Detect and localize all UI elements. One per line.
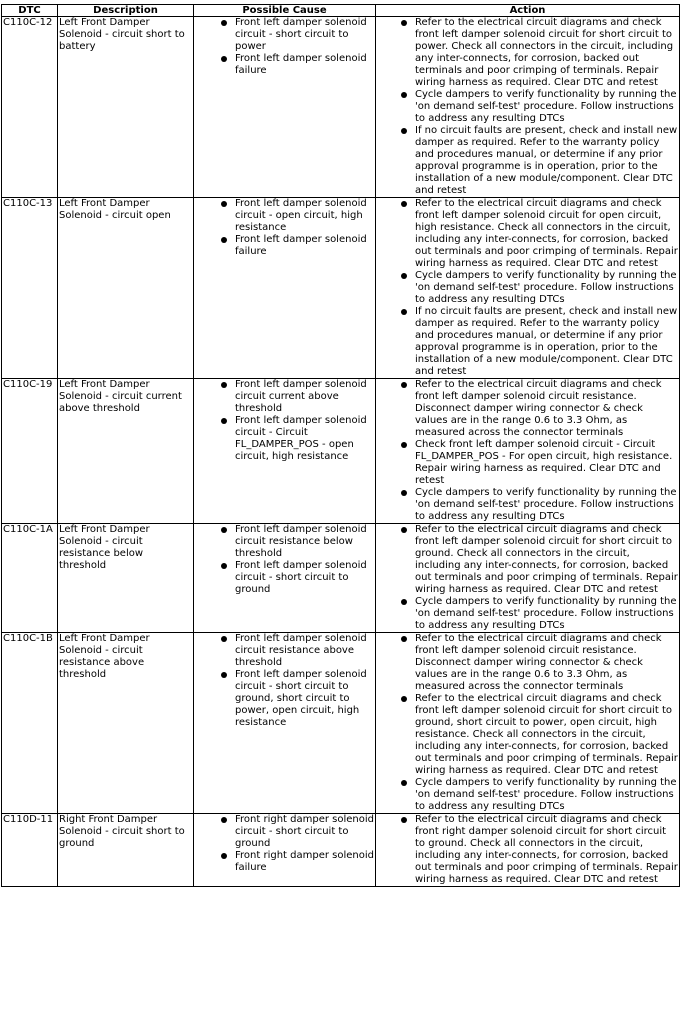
dtc-code: C110C-13	[2, 198, 58, 379]
action-list	[377, 524, 678, 632]
bullet-icon	[401, 92, 407, 98]
bullet-icon	[401, 817, 407, 823]
possible-cause-text: Front left damper solenoid circuit - Circuit FL_DAMPER_POS - open circuit, high resistance	[235, 415, 367, 462]
bullet-icon	[401, 599, 407, 605]
list-item	[415, 17, 678, 89]
possible-cause-cell	[194, 379, 376, 524]
action-text: Refer to the electrical circuit diagrams and check front left damper solenoid circuit resistance. Disconnect damper wiring connector & check values are in the range 0.6 to 3.3 Ohm, as measured across the connector terminals	[415, 379, 662, 438]
bullet-icon	[221, 527, 227, 533]
possible-cause-list	[195, 633, 374, 729]
action-text: Refer to the electrical circuit diagrams and check front left damper solenoid circuit for short circuit to power. Check all connectors in the circuit, including any inter-connects, for corrosion, backed out terminals and poor crimping of terminals. Repair wiring harness as required. Clear DTC and retest	[415, 17, 674, 88]
list-item	[415, 270, 678, 306]
list-item	[235, 53, 374, 77]
dtc-description: Right Front Damper Solenoid - circuit short to ground	[58, 814, 194, 887]
action-list	[377, 633, 678, 813]
bullet-icon	[401, 442, 407, 448]
header-possible-cause: Possible Cause	[194, 5, 376, 17]
possible-cause-cell	[194, 814, 376, 887]
list-item	[235, 814, 374, 850]
possible-cause-cell	[194, 198, 376, 379]
header-description: Description	[58, 5, 194, 17]
list-item	[235, 379, 374, 415]
possible-cause-list	[195, 379, 374, 463]
bullet-icon	[401, 273, 407, 279]
table-row	[2, 524, 680, 633]
bullet-icon	[221, 672, 227, 678]
possible-cause-list	[195, 524, 374, 596]
list-item	[235, 198, 374, 234]
action-cell	[376, 17, 680, 198]
action-list	[377, 198, 678, 378]
list-item	[415, 814, 678, 886]
bullet-icon	[221, 237, 227, 243]
bullet-icon	[221, 56, 227, 62]
action-text: If no circuit faults are present, check and install new damper as required. Refer to the warranty policy and procedures manual, or determine if any prior approval programme is in operation, prior to the installation of a new module/component. Clear DTC and retest	[415, 306, 678, 377]
bullet-icon	[221, 418, 227, 424]
action-text: Cycle dampers to verify functionality by running the 'on demand self-test' procedure. Follow instructions to address any resulting DTCs	[415, 270, 677, 305]
list-item	[415, 198, 678, 270]
possible-cause-text: Front left damper solenoid circuit - short circuit to ground, short circuit to power, open circuit, high resistance	[235, 669, 367, 728]
list-item	[235, 850, 374, 874]
bullet-icon	[221, 853, 227, 859]
dtc-code: C110C-19	[2, 379, 58, 524]
action-text: Cycle dampers to verify functionality by running the 'on demand self-test' procedure. Follow instructions to address any resulting DTCs	[415, 89, 677, 124]
bullet-icon	[401, 527, 407, 533]
action-list	[377, 17, 678, 197]
list-item	[415, 693, 678, 777]
bullet-icon	[221, 817, 227, 823]
dtc-description: Left Front Damper Solenoid - circuit open	[58, 198, 194, 379]
dtc-code: C110D-11	[2, 814, 58, 887]
list-item	[235, 415, 374, 463]
action-cell	[376, 633, 680, 814]
action-text: Refer to the electrical circuit diagrams and check front left damper solenoid circuit for short circuit to ground, short circuit to power, open circuit, high resistance. Check all connectors in the circuit, including any inter-connects, for corrosion, backed out terminals and poor crimping of terminals. Repair wiring harness as required. Clear DTC and retest	[415, 693, 678, 776]
possible-cause-text: Front right damper solenoid circuit - short circuit to ground	[235, 814, 374, 849]
list-item	[415, 439, 678, 487]
action-text: Cycle dampers to verify functionality by running the 'on demand self-test' procedure. Follow instructions to address any resulting DTCs	[415, 777, 677, 812]
action-cell	[376, 379, 680, 524]
dtc-description: Left Front Damper Solenoid - circuit current above threshold	[58, 379, 194, 524]
dtc-code: C110C-1B	[2, 633, 58, 814]
possible-cause-text: Front left damper solenoid circuit resistance below threshold	[235, 524, 367, 559]
list-item	[235, 669, 374, 729]
action-text: Cycle dampers to verify functionality by running the 'on demand self-test' procedure. Follow instructions to address any resulting DTCs	[415, 487, 677, 522]
list-item	[235, 17, 374, 53]
action-text: Refer to the electrical circuit diagrams and check front right damper solenoid circuit for short circuit to ground. Check all connectors in the circuit, including any inter-connects, for corrosion, backed out terminals and poor crimping of terminals. Repair wiring harness as required. Clear DTC and retest	[415, 814, 678, 885]
dtc-description: Left Front Damper Solenoid - circuit resistance below threshold	[58, 524, 194, 633]
dtc-description: Left Front Damper Solenoid - circuit short to battery	[58, 17, 194, 198]
possible-cause-text: Front left damper solenoid circuit resistance above threshold	[235, 633, 367, 668]
action-text: Check front left damper solenoid circuit - Circuit FL_DAMPER_POS - For open circuit, high resistance. Repair wiring harness as required. Clear DTC and retest	[415, 439, 673, 486]
action-list	[377, 379, 678, 523]
bullet-icon	[401, 201, 407, 207]
action-cell	[376, 198, 680, 379]
possible-cause-list	[195, 814, 374, 874]
list-item	[415, 379, 678, 439]
possible-cause-text: Front left damper solenoid failure	[235, 234, 367, 257]
action-text: Cycle dampers to verify functionality by running the 'on demand self-test' procedure. Follow instructions to address any resulting DTCs	[415, 596, 677, 631]
list-item	[415, 306, 678, 378]
bullet-icon	[221, 563, 227, 569]
dtc-table	[1, 4, 680, 887]
possible-cause-text: Front right damper solenoid failure	[235, 850, 374, 873]
bullet-icon	[221, 201, 227, 207]
bullet-icon	[401, 382, 407, 388]
dtc-code: C110C-12	[2, 17, 58, 198]
possible-cause-text: Front left damper solenoid circuit - short circuit to power	[235, 17, 367, 52]
possible-cause-list	[195, 198, 374, 258]
possible-cause-cell	[194, 633, 376, 814]
list-item	[415, 633, 678, 693]
table-row	[2, 198, 680, 379]
dtc-description: Left Front Damper Solenoid - circuit resistance above threshold	[58, 633, 194, 814]
list-item	[235, 633, 374, 669]
possible-cause-cell	[194, 17, 376, 198]
list-item	[235, 560, 374, 596]
list-item	[415, 596, 678, 632]
bullet-icon	[401, 309, 407, 315]
possible-cause-list	[195, 17, 374, 77]
table-row	[2, 17, 680, 198]
bullet-icon	[221, 636, 227, 642]
header-dtc: DTC	[2, 5, 58, 17]
list-item	[415, 487, 678, 523]
bullet-icon	[401, 128, 407, 134]
table-row	[2, 814, 680, 887]
possible-cause-text: Front left damper solenoid circuit current above threshold	[235, 379, 367, 414]
bullet-icon	[401, 490, 407, 496]
table-row	[2, 633, 680, 814]
action-text: Refer to the electrical circuit diagrams and check front left damper solenoid circuit for short circuit to ground. Check all connectors in the circuit, including any inter-connects, for corrosion, backed out terminals and poor crimping of terminals. Repair wiring harness as required. Clear DTC and retest	[415, 524, 678, 595]
list-item	[415, 89, 678, 125]
action-cell	[376, 524, 680, 633]
list-item	[415, 777, 678, 813]
bullet-icon	[221, 382, 227, 388]
possible-cause-text: Front left damper solenoid circuit - short circuit to ground	[235, 560, 367, 595]
table-header-row	[2, 5, 680, 17]
action-text: Refer to the electrical circuit diagrams and check front left damper solenoid circuit resistance. Disconnect damper wiring connector & check values are in the range 0.6 to 3.3 Ohm, as measured across the connector terminals	[415, 633, 662, 692]
dtc-code: C110C-1A	[2, 524, 58, 633]
list-item	[235, 524, 374, 560]
bullet-icon	[401, 696, 407, 702]
list-item	[415, 125, 678, 197]
list-item	[235, 234, 374, 258]
bullet-icon	[401, 780, 407, 786]
header-action: Action	[376, 5, 680, 17]
action-list	[377, 814, 678, 886]
bullet-icon	[401, 636, 407, 642]
action-text: If no circuit faults are present, check and install new damper as required. Refer to the warranty policy and procedures manual, or determine if any prior approval programme is in operation, prior to the installation of a new module/component. Clear DTC and retest	[415, 125, 678, 196]
possible-cause-cell	[194, 524, 376, 633]
action-text: Refer to the electrical circuit diagrams and check front left damper solenoid circuit for open circuit, high resistance. Check all connectors in the circuit, including any inter-connects, for corrosion, backed out terminals and poor crimping of terminals. Repair wiring harness as required. Clear DTC and retest	[415, 198, 678, 269]
table-row	[2, 379, 680, 524]
bullet-icon	[401, 20, 407, 26]
possible-cause-text: Front left damper solenoid failure	[235, 53, 367, 76]
possible-cause-text: Front left damper solenoid circuit - open circuit, high resistance	[235, 198, 367, 233]
action-cell	[376, 814, 680, 887]
bullet-icon	[221, 20, 227, 26]
list-item	[415, 524, 678, 596]
